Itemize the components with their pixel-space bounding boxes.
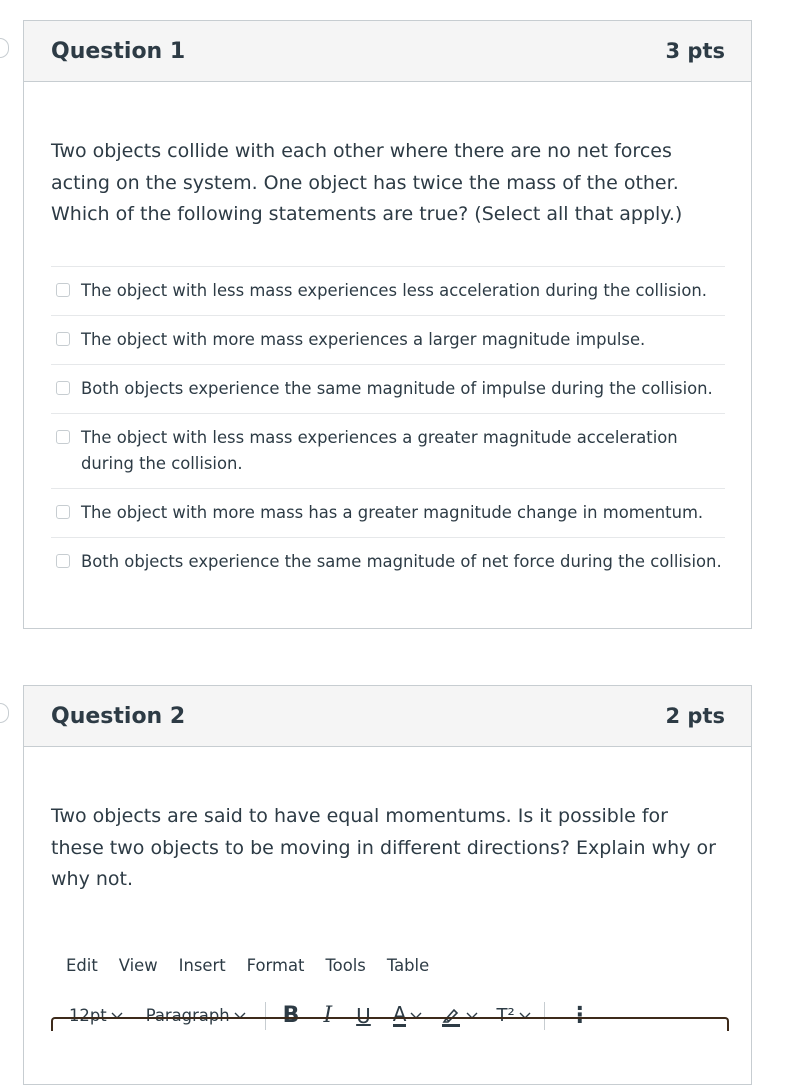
question-1	[23, 20, 752, 629]
answer-option-3[interactable]	[51, 365, 725, 414]
answer-label-5: The object with more mass has a greater magnitude change in momentum.	[81, 502, 704, 522]
menu-insert[interactable]: Insert	[178, 955, 226, 975]
question-2-prompt: Two objects are said to have equal momentums. Is it possible for these two objects to be moving in different directions? Explain why or why not.	[51, 805, 716, 890]
flag-question-1-icon[interactable]	[0, 38, 9, 58]
editor-menubar	[24, 956, 751, 975]
font-size-value: 12pt	[69, 1006, 107, 1025]
question-1-title: Question 1	[51, 38, 186, 64]
answer-option-4[interactable]	[51, 414, 725, 489]
checkbox-3[interactable]	[56, 381, 70, 395]
answer-label-2: The object with more mass experiences a larger magnitude impulse.	[81, 329, 646, 349]
checkbox-1[interactable]	[56, 283, 70, 297]
superscript-icon: T²	[496, 1005, 515, 1026]
answer-label-3: Both objects experience the same magnitude of impulse during the collision.	[81, 378, 713, 398]
menu-table[interactable]: Table	[386, 955, 430, 975]
menu-edit[interactable]: Edit	[66, 955, 98, 975]
question-1-answers	[51, 266, 725, 586]
rich-text-editor-area[interactable]	[51, 1017, 729, 1031]
text-color-icon: A	[392, 1002, 407, 1026]
question-2	[23, 685, 752, 1085]
answer-option-6[interactable]	[51, 538, 725, 586]
more-icon: ⋮	[568, 1003, 591, 1028]
underline-icon: U	[356, 1003, 371, 1028]
menu-view[interactable]: View	[118, 955, 158, 975]
bold-icon: B	[282, 1003, 300, 1028]
question-2-header	[24, 686, 751, 747]
question-1-prompt: Two objects collide with each other where there are no net forces acting on the system. One object has twice the mass of the other. Which of the following statements are true? (Select all that apply.)	[51, 140, 683, 225]
menu-format[interactable]: Format	[246, 955, 305, 975]
checkbox-2[interactable]	[56, 332, 70, 346]
answer-label-4: The object with less mass experiences a greater magnitude acceleration during the collision.	[81, 427, 678, 473]
answer-option-2[interactable]	[51, 316, 725, 365]
menu-tools[interactable]: Tools	[325, 955, 366, 975]
answer-label-6: Both objects experience the same magnitude of net force during the collision.	[81, 551, 722, 571]
checkbox-4[interactable]	[56, 430, 70, 444]
answer-option-5[interactable]	[51, 489, 725, 538]
checkbox-5[interactable]	[56, 505, 70, 519]
italic-icon: I	[323, 1003, 333, 1028]
question-2-points: 2 pts	[665, 704, 725, 728]
question-1-header	[24, 21, 751, 82]
answer-option-1[interactable]	[51, 267, 725, 316]
checkbox-6[interactable]	[56, 554, 70, 568]
flag-question-2-icon[interactable]	[0, 703, 9, 723]
question-1-points: 3 pts	[665, 39, 725, 63]
answer-label-1: The object with less mass experiences less acceleration during the collision.	[81, 280, 707, 300]
block-format-value: Paragraph	[145, 1006, 230, 1025]
question-2-title: Question 2	[51, 703, 186, 729]
